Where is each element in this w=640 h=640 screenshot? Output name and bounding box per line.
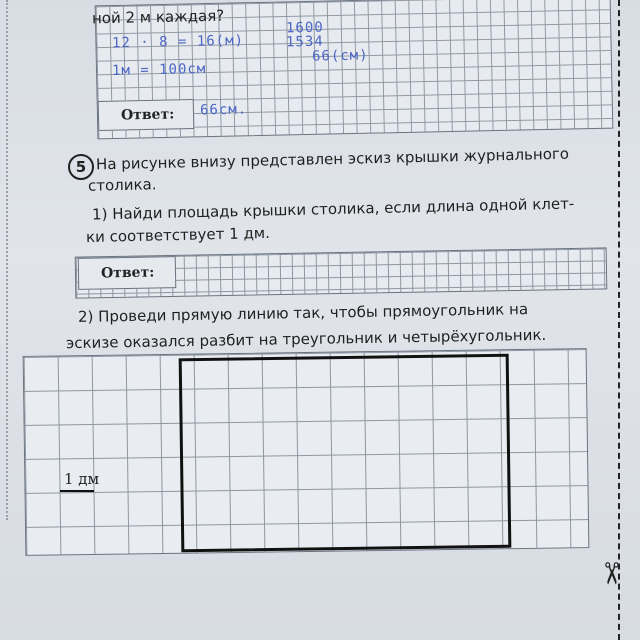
- task5-number-badge: 5: [68, 154, 94, 180]
- task4-work-line2: 1м = 100см: [111, 61, 207, 79]
- task5-intro-line2: столика.: [87, 175, 157, 195]
- table-top-rectangle[interactable]: [179, 354, 512, 553]
- task4-answer-label: Ответ:: [98, 99, 195, 131]
- task5-part2-line2: эскизе оказался разбит на треугольник и четырёхугольник.: [65, 325, 547, 353]
- scissors-icon: ✂: [593, 560, 629, 587]
- perforation-line: [6, 0, 10, 520]
- task4-question-line: ной 2 м каждая?: [91, 6, 225, 28]
- task4-work-line1: 12 · 8 = 16(м): [111, 32, 245, 52]
- task5-part1-line2: ки соответствует 1 дм.: [85, 223, 271, 247]
- scale-label: 1 дм: [64, 470, 100, 488]
- scale-bar: [60, 490, 94, 492]
- task4-subtraction-result: 66(см): [311, 47, 369, 65]
- task4-subtraction-bottom: 1534: [285, 33, 324, 51]
- task4-subtraction-top: 1600: [285, 19, 324, 37]
- task5-part2-line1: 2) Проведи прямую линию так, чтобы прямоугольник на: [77, 300, 529, 326]
- task5-intro-line1: На рисунке внизу представлен эскиз крышки журнального: [95, 144, 570, 174]
- cut-line: [618, 0, 620, 640]
- task4-answer-value: 66см.: [199, 101, 248, 119]
- task5-part1-line1: 1) Найди площадь крышки столика, если длина одной клет-: [91, 194, 575, 224]
- task5-answer-label: Ответ:: [78, 256, 177, 290]
